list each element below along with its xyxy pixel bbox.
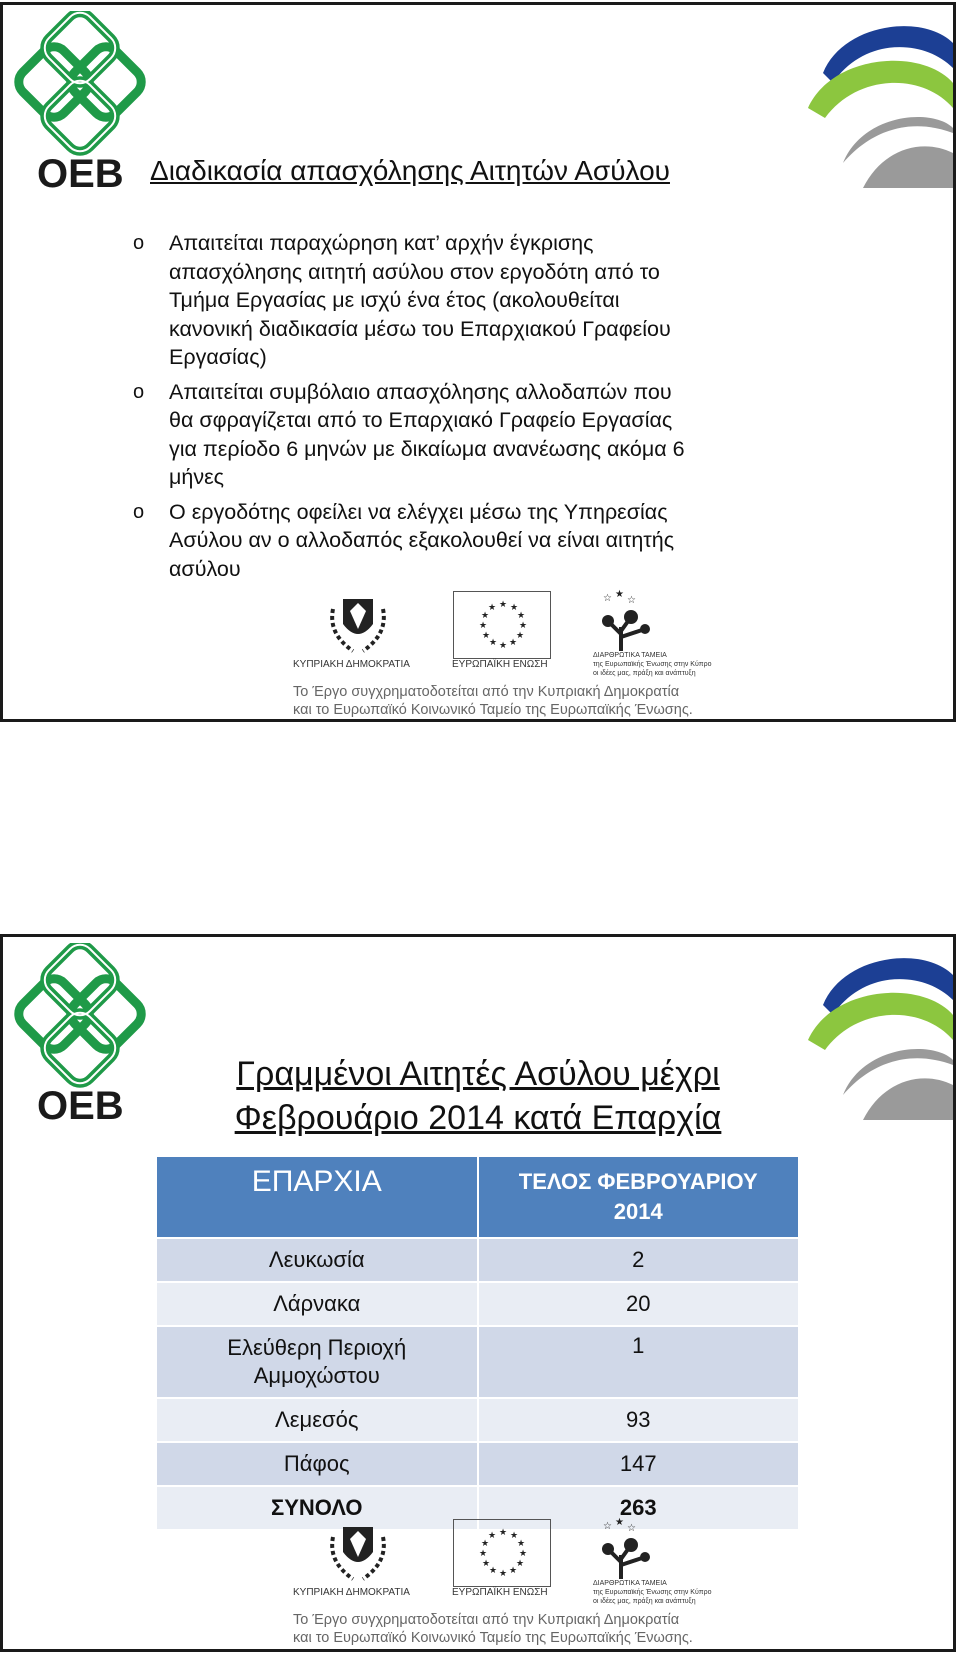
eu-caption: ΕΥΡΩΠΑΪΚΗ ΕΝΩΣΗ (452, 659, 548, 670)
svg-text:★: ★ (481, 611, 490, 621)
value-cell: 93 (478, 1398, 800, 1442)
district-cell: Πάφος (156, 1442, 478, 1486)
svg-text:★: ★ (489, 638, 498, 648)
oeb-logo-text: OEB (37, 1084, 124, 1128)
eu-flag-icon (453, 1519, 551, 1587)
svg-text:★: ★ (499, 1528, 508, 1538)
value-cell: 20 (478, 1282, 800, 1326)
svg-text:★: ★ (499, 641, 508, 651)
svg-text:★: ★ (482, 631, 491, 641)
bullet-item (133, 378, 833, 492)
value-cell: 2 (478, 1238, 800, 1282)
bullet-line: μήνες (169, 465, 225, 489)
svg-text:★: ★ (517, 1539, 526, 1549)
total-label-cell: ΣΥΝΟΛΟ (156, 1486, 478, 1530)
asylum-applicants-table (155, 1155, 800, 1531)
slide-2 (0, 934, 956, 1652)
svg-text:★: ★ (509, 1566, 518, 1576)
bullet-line: Εργασίας) (169, 345, 267, 369)
title-line: Φεβρουάριο 2014 κατά Επαρχία (234, 1099, 722, 1137)
bullet-line: Απαιτείται συμβόλαιο απασχόλησης αλλοδαπών που (169, 379, 672, 404)
bullet-line: για περίοδο 6 μηνών με δικαίωμα ανανέωσης ακόμα 6 (169, 436, 685, 461)
bullet-line: Ασύλου αν ο αλλοδαπός εξακολουθεί να είναι αιτητής (169, 528, 675, 552)
svg-text:☆: ☆ (627, 1523, 636, 1534)
eu-caption: ΕΥΡΩΠΑΪΚΗ ΕΝΩΣΗ (452, 1587, 548, 1598)
oeb-logo-text: OEB (37, 152, 124, 196)
slide-title (133, 1052, 823, 1140)
district-cell: Λευκωσία (156, 1238, 478, 1282)
tree-caption: ΔΙΑΡΘΡΩΤΙΚΑ ΤΑΜΕΙΑ της Ευρωπαϊκής Ένωσης στην Κύπρο οι ιδέες μας, πράξη και ανάπτυξη (593, 652, 712, 677)
slide-1 (0, 2, 956, 722)
svg-text:★: ★ (510, 1531, 519, 1541)
bullet-line: κανονική διαδικασία μέσω του Επαρχιακού Γραφείου (169, 316, 671, 341)
bullet-item (133, 229, 833, 372)
bullet-line: Τμήμα Εργασίας με ισχύ ένα έτος (ακολουθείται (169, 288, 620, 312)
seal-caption: ΚΥΠΡΙΑΚΗ ΔΗΜΟΚΡΑΤΙΑ (293, 1587, 410, 1598)
funding-footer (293, 589, 713, 721)
svg-text:★: ★ (499, 1569, 508, 1579)
svg-text:★: ★ (479, 621, 488, 631)
bullet-line: θα σφραγίζεται από το Επαρχιακό Γραφείο Εργασίας (169, 408, 673, 432)
header-end-february: ΤΕΛΟΣ ΦΕΒΡΟΥΑΡΙΟΥ 2014 (478, 1156, 800, 1238)
bullet-line: Ο εργοδότης οφείλει να ελέγχει μέσω της Υπηρεσίας (169, 499, 668, 524)
seal-caption: ΚΥΠΡΙΑΚΗ ΔΗΜΟΚΡΑΤΙΑ (293, 659, 410, 670)
table-header-row (156, 1156, 799, 1238)
table-row (156, 1238, 799, 1282)
district-cell: Λάρνακα (156, 1282, 478, 1326)
funding-text: Το Έργο συγχρηματοδοτείται από την Κυπριακή Δημοκρατία και το Ευρωπαϊκό Κοινωνικό Ταμείο της Ευρωπαϊκής Ένωσης. (293, 684, 693, 718)
bullet-marker: o (133, 232, 145, 254)
svg-text:☆: ☆ (627, 595, 636, 606)
district-cell: Ελεύθερη Περιοχή Αμμοχώστου (156, 1326, 478, 1398)
svg-text:★: ★ (519, 1549, 528, 1559)
funding-text: Το Έργο συγχρηματοδοτείται από την Κυπριακή Δημοκρατία και το Ευρωπαϊκό Κοινωνικό Ταμείο της Ευρωπαϊκής Ένωσης. (293, 1612, 693, 1646)
slide-title: Διαδικασία απασχόλησης Αιτητών Ασύλου (150, 155, 670, 186)
svg-text:★: ★ (517, 611, 526, 621)
svg-text:★: ★ (510, 603, 519, 613)
value-cell: 1 (478, 1326, 800, 1398)
bullet-marker: o (133, 500, 145, 523)
svg-text:☆: ☆ (603, 593, 612, 604)
table-row (156, 1326, 799, 1398)
svg-text:★: ★ (516, 631, 525, 641)
table-row (156, 1442, 799, 1486)
header-district: ΕΠΑΡΧΙΑ (156, 1156, 478, 1238)
value-cell: 147 (478, 1442, 800, 1486)
svg-text:★: ★ (479, 1549, 488, 1559)
svg-text:☆: ☆ (603, 1521, 612, 1532)
table-row (156, 1398, 799, 1442)
svg-text:★: ★ (482, 1559, 491, 1569)
swoosh-logo (803, 945, 953, 1120)
title-line: Γραμμένοι Αιτητές Ασύλου μέχρι (236, 1055, 720, 1093)
svg-text:★: ★ (481, 1539, 490, 1549)
bullet-line: απασχόλησης αιτητή ασύλου στον εργοδότη από το (169, 259, 660, 284)
bullet-marker: o (133, 380, 145, 403)
swoosh-logo (803, 13, 953, 188)
svg-text:★: ★ (499, 600, 508, 610)
svg-text:★: ★ (516, 1559, 525, 1569)
oeb-logo (11, 11, 161, 196)
svg-text:★: ★ (488, 603, 497, 613)
tree-caption: ΔΙΑΡΘΡΩΤΙΚΑ ΤΑΜΕΙΑ της Ευρωπαϊκής Ένωσης στην Κύπρο οι ιδέες μας, πράξη και ανάπτυξη (593, 1580, 712, 1605)
cyprus-seal-icon (323, 1517, 393, 1587)
svg-text:★: ★ (519, 621, 528, 631)
svg-text:★: ★ (615, 589, 624, 600)
funding-footer (293, 1517, 713, 1649)
bullet-line: Απαιτείται παραχώρηση κατ’ αρχήν έγκρισης (169, 231, 594, 255)
table-row (156, 1282, 799, 1326)
bullet-line: ασύλου (169, 556, 241, 581)
svg-text:★: ★ (509, 638, 518, 648)
svg-text:★: ★ (615, 1517, 624, 1528)
total-value-cell: 263 (478, 1486, 800, 1530)
bullet-item (133, 498, 833, 584)
cyprus-seal-icon (323, 589, 393, 659)
svg-text:★: ★ (489, 1566, 498, 1576)
eu-flag-icon (453, 591, 551, 659)
bullet-list (133, 229, 833, 589)
svg-text:★: ★ (488, 1531, 497, 1541)
district-cell: Λεμεσός (156, 1398, 478, 1442)
